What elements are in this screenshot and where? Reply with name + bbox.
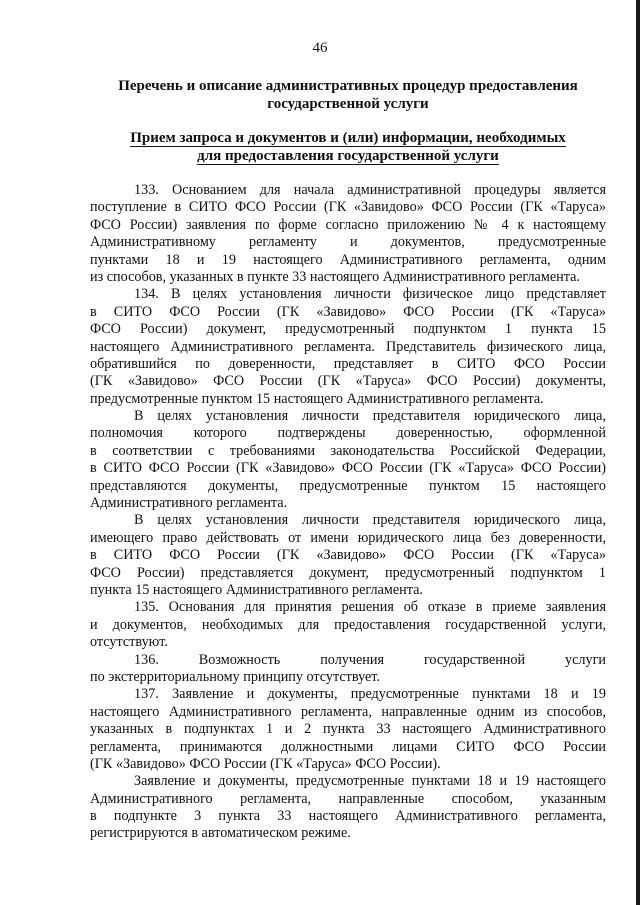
paragraph-line: Административного регламента, направленные способом, указанным [90,790,606,807]
section-heading-line: Перечень и описание административных процедур предоставления [118,78,578,94]
page-number: 46 [312,40,328,56]
paragraph-line: регламента, принимаются должностными лицами СИТО ФСО России [90,738,606,755]
paragraph-line: настоящего Административного регламента. Представитель физического лица, [90,338,606,355]
subsection-heading [90,129,606,165]
paragraph-line: Административному регламенту и документов, предусмотренные [90,234,606,251]
paragraph-line: ФСО России) документ, предусмотренный подпунктом 1 пункта 15 [90,321,606,338]
subsection-heading-line: Прием запроса и документов и (или) информации, необходимых [130,130,566,146]
paragraph-line: в СИТО ФСО России (ГК «Завидово» ФСО России (ГК «Таруса» [90,303,606,320]
paragraph-line: в подпункте 3 пункта 33 настоящего Административного регламента, [90,808,606,825]
paragraph [90,182,606,286]
paragraph-line: в СИТО ФСО России (ГК «Завидово» ФСО России (ГК «Таруса» [90,547,606,564]
paragraph [90,512,606,599]
paragraph-line: указанных в подпунктах 1 и 2 пункта 33 настоящего Административного [90,721,606,738]
section-heading-line: государственной услуги [267,96,429,112]
paragraph-line: 135. Основания для принятия решения об отказе в приеме заявления [134,599,606,616]
subsection-heading-line: для предоставления государственной услуги [197,148,499,164]
paragraph [90,286,606,408]
paragraph-line: 133. Основанием для начала административной процедуры является [134,182,606,198]
section-heading [90,77,606,113]
paragraph-line: пунктами 18 и 19 настоящего Административного регламента, одним [90,251,606,268]
paragraph-line: (ГК «Завидово» ФСО России (ГК «Таруса» ФСО России). [90,755,441,772]
paragraph-line: (ГК «Завидово» ФСО России (ГК «Таруса» ФСО России) документы, [90,373,606,390]
paragraph-line: Административного регламента. [90,495,288,512]
paragraph-line: ФСО России) заявления по форме согласно приложению № 4 к настоящему [90,216,606,233]
paragraph-line: пункта 15 настоящего Административного регламента. [90,581,423,598]
document-body [90,182,606,843]
paragraph [90,773,606,843]
paragraph-line: отсутствуют. [90,634,168,651]
paragraph-line: Заявление и документы, предусмотренные пунктами 18 и 19 настоящего [134,773,606,790]
paragraph-line: обратившийся по доверенности, представляет в СИТО ФСО России [90,355,606,372]
paragraph-line: В целях установления личности представителя юридического лица, [134,408,606,425]
paragraph-line: В целях установления личности представителя юридического лица, [134,512,606,529]
paragraph-line: и документов, необходимых для предоставления государственной услуги, [90,616,606,633]
paragraph-line: по экстерриториальному принципу отсутствует. [90,668,380,685]
paragraph-line: 136. Возможность получения государственной услуги [134,651,606,668]
paragraph-line: регистрируются в автоматическом режиме. [90,825,351,842]
paragraph-line: из способов, указанных в пункте 33 настоящего Административного регламента. [90,268,580,285]
paragraph-line: в СИТО ФСО России (ГК «Завидово» ФСО России (ГК «Таруса» ФСО России) [90,460,606,477]
paragraph-line: ФСО России) представляется документ, предусмотренный подпунктом 1 [90,564,606,581]
paragraph-line: представляются документы, предусмотренные пунктом 15 настоящего [90,477,606,494]
paragraph-line: в соответствии с требованиями законодательства Российской Федерации, [90,442,606,459]
paragraph [90,652,606,687]
paragraph [90,408,606,512]
paragraph-line: предусмотренные пунктом 15 настоящего Административного регламента. [90,390,544,407]
paragraph-line: имеющего право действовать от имени юридического лица без доверенности, [90,529,606,546]
paragraph-line: настоящего Административного регламента, направленные одним из способов, [90,703,606,720]
paragraph-line: 137. Заявление и документы, предусмотренные пунктами 18 и 19 [134,686,606,703]
paragraph [90,686,606,773]
paragraph-line: полномочия которого подтверждены доверенностью, оформленной [90,425,606,442]
scan-edge [636,0,640,905]
paragraph-line: 134. В целях установления личности физическое лицо представляет [134,286,606,303]
paragraph [90,599,606,651]
paragraph-line: поступление в СИТО ФСО России (ГК «Завидово» ФСО России (ГК «Таруса» [90,199,606,216]
